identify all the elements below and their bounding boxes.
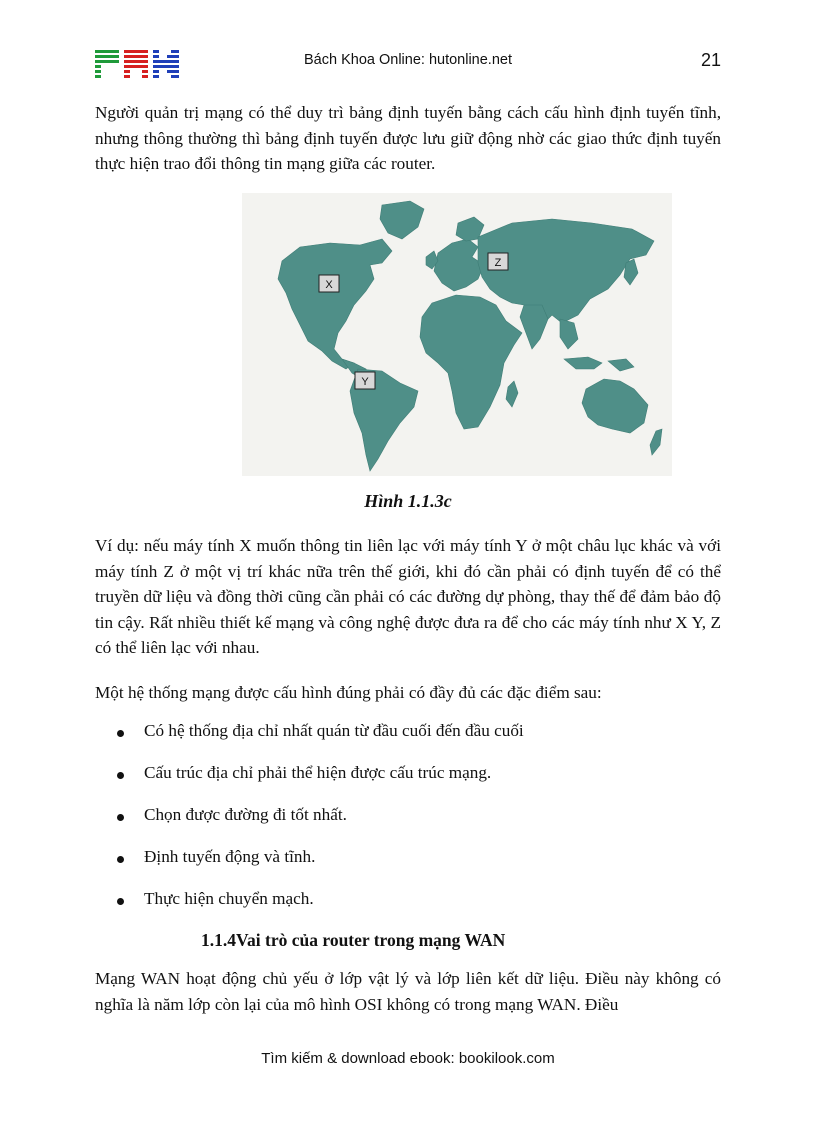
bullet-icon	[117, 898, 124, 905]
europe-shape	[434, 239, 484, 291]
page-number: 21	[700, 50, 721, 70]
bullet-icon	[117, 814, 124, 821]
madagascar-shape	[506, 381, 518, 407]
india-shape	[520, 305, 548, 349]
list-item-text: Cấu trúc địa chỉ phải thể hiện được cấu trúc mạng.	[144, 763, 492, 782]
map-label-z-text: Z	[494, 257, 502, 269]
list-item-text: Thực hiện chuyển mạch.	[144, 889, 314, 908]
map-label-x	[319, 275, 339, 292]
example-paragraph: Ví dụ: nếu máy tính X muốn thông tin liên lạc với máy tính Y ở một châu lục khác và với máy tính Z ở một vị trí khác nữa trên thế giới, khi đó cần phải có định tuyến để có thể truyền dữ liệu và đồng thời cũng cần phải có các đường dự phòng, thay thế để đảm bảo độ tin cậy. Rất nhiều thiết kế mạng và công nghệ được đưa ra để cho các máy tính như X Y, Z có thể liên lạc với nhau.	[95, 536, 721, 657]
lead-paragraph: Một hệ thống mạng được cấu hình đúng phải có đầy đủ các đặc điểm sau:	[95, 683, 602, 702]
new-guinea-shape	[608, 359, 634, 371]
world-map-image	[242, 193, 672, 476]
north-america-shape	[278, 239, 392, 369]
map-label-y	[355, 372, 375, 389]
header-title: Bách Khoa Online: hutonline.net	[304, 52, 512, 68]
bullet-icon	[117, 856, 124, 863]
new-zealand-shape	[650, 429, 662, 455]
section-heading: 1.1.4Vai trò của router trong mạng WAN	[201, 930, 506, 950]
intro-paragraph: Người quản trị mạng có thể duy trì bảng định tuyến bằng cách cấu hình định tuyến tĩnh, nhưng thông thường thì bảng định tuyến được lưu giữ động nhờ các giao thức định tuyến thực hiện trao đổi thông tin mạng giữa các router.	[95, 103, 721, 173]
map-label-x-text: X	[325, 279, 333, 291]
list-item-text: Định tuyến động và tĩnh.	[144, 847, 316, 866]
indonesia-shape	[564, 357, 602, 369]
africa-shape	[420, 295, 522, 429]
world-map-figure	[242, 193, 672, 476]
map-label-y-text: Y	[361, 376, 369, 388]
bullet-icon	[117, 772, 124, 779]
list-item-text: Có hệ thống địa chỉ nhất quán từ đầu cuối đến đầu cuối	[144, 721, 524, 740]
australia-shape	[582, 379, 648, 433]
list-item-text: Chọn được đường đi tốt nhất.	[144, 805, 347, 824]
japan-shape	[624, 259, 638, 285]
page-header	[95, 50, 721, 80]
page-footer: Tìm kiếm & download ebook: bookilook.com	[261, 1050, 555, 1067]
bullet-icon	[117, 730, 124, 737]
wan-paragraph: Mạng WAN hoạt động chủ yếu ở lớp vật lý và lớp liên kết dữ liệu. Điều này không có nghĩa là năm lớp còn lại của mô hình OSI không có trong mạng WAN. Điều	[95, 969, 721, 1014]
southeast-asia-shape	[560, 319, 578, 349]
greenland-shape	[380, 201, 424, 239]
map-label-z	[488, 253, 508, 270]
figure-caption: Hình 1.1.3c	[364, 491, 452, 511]
